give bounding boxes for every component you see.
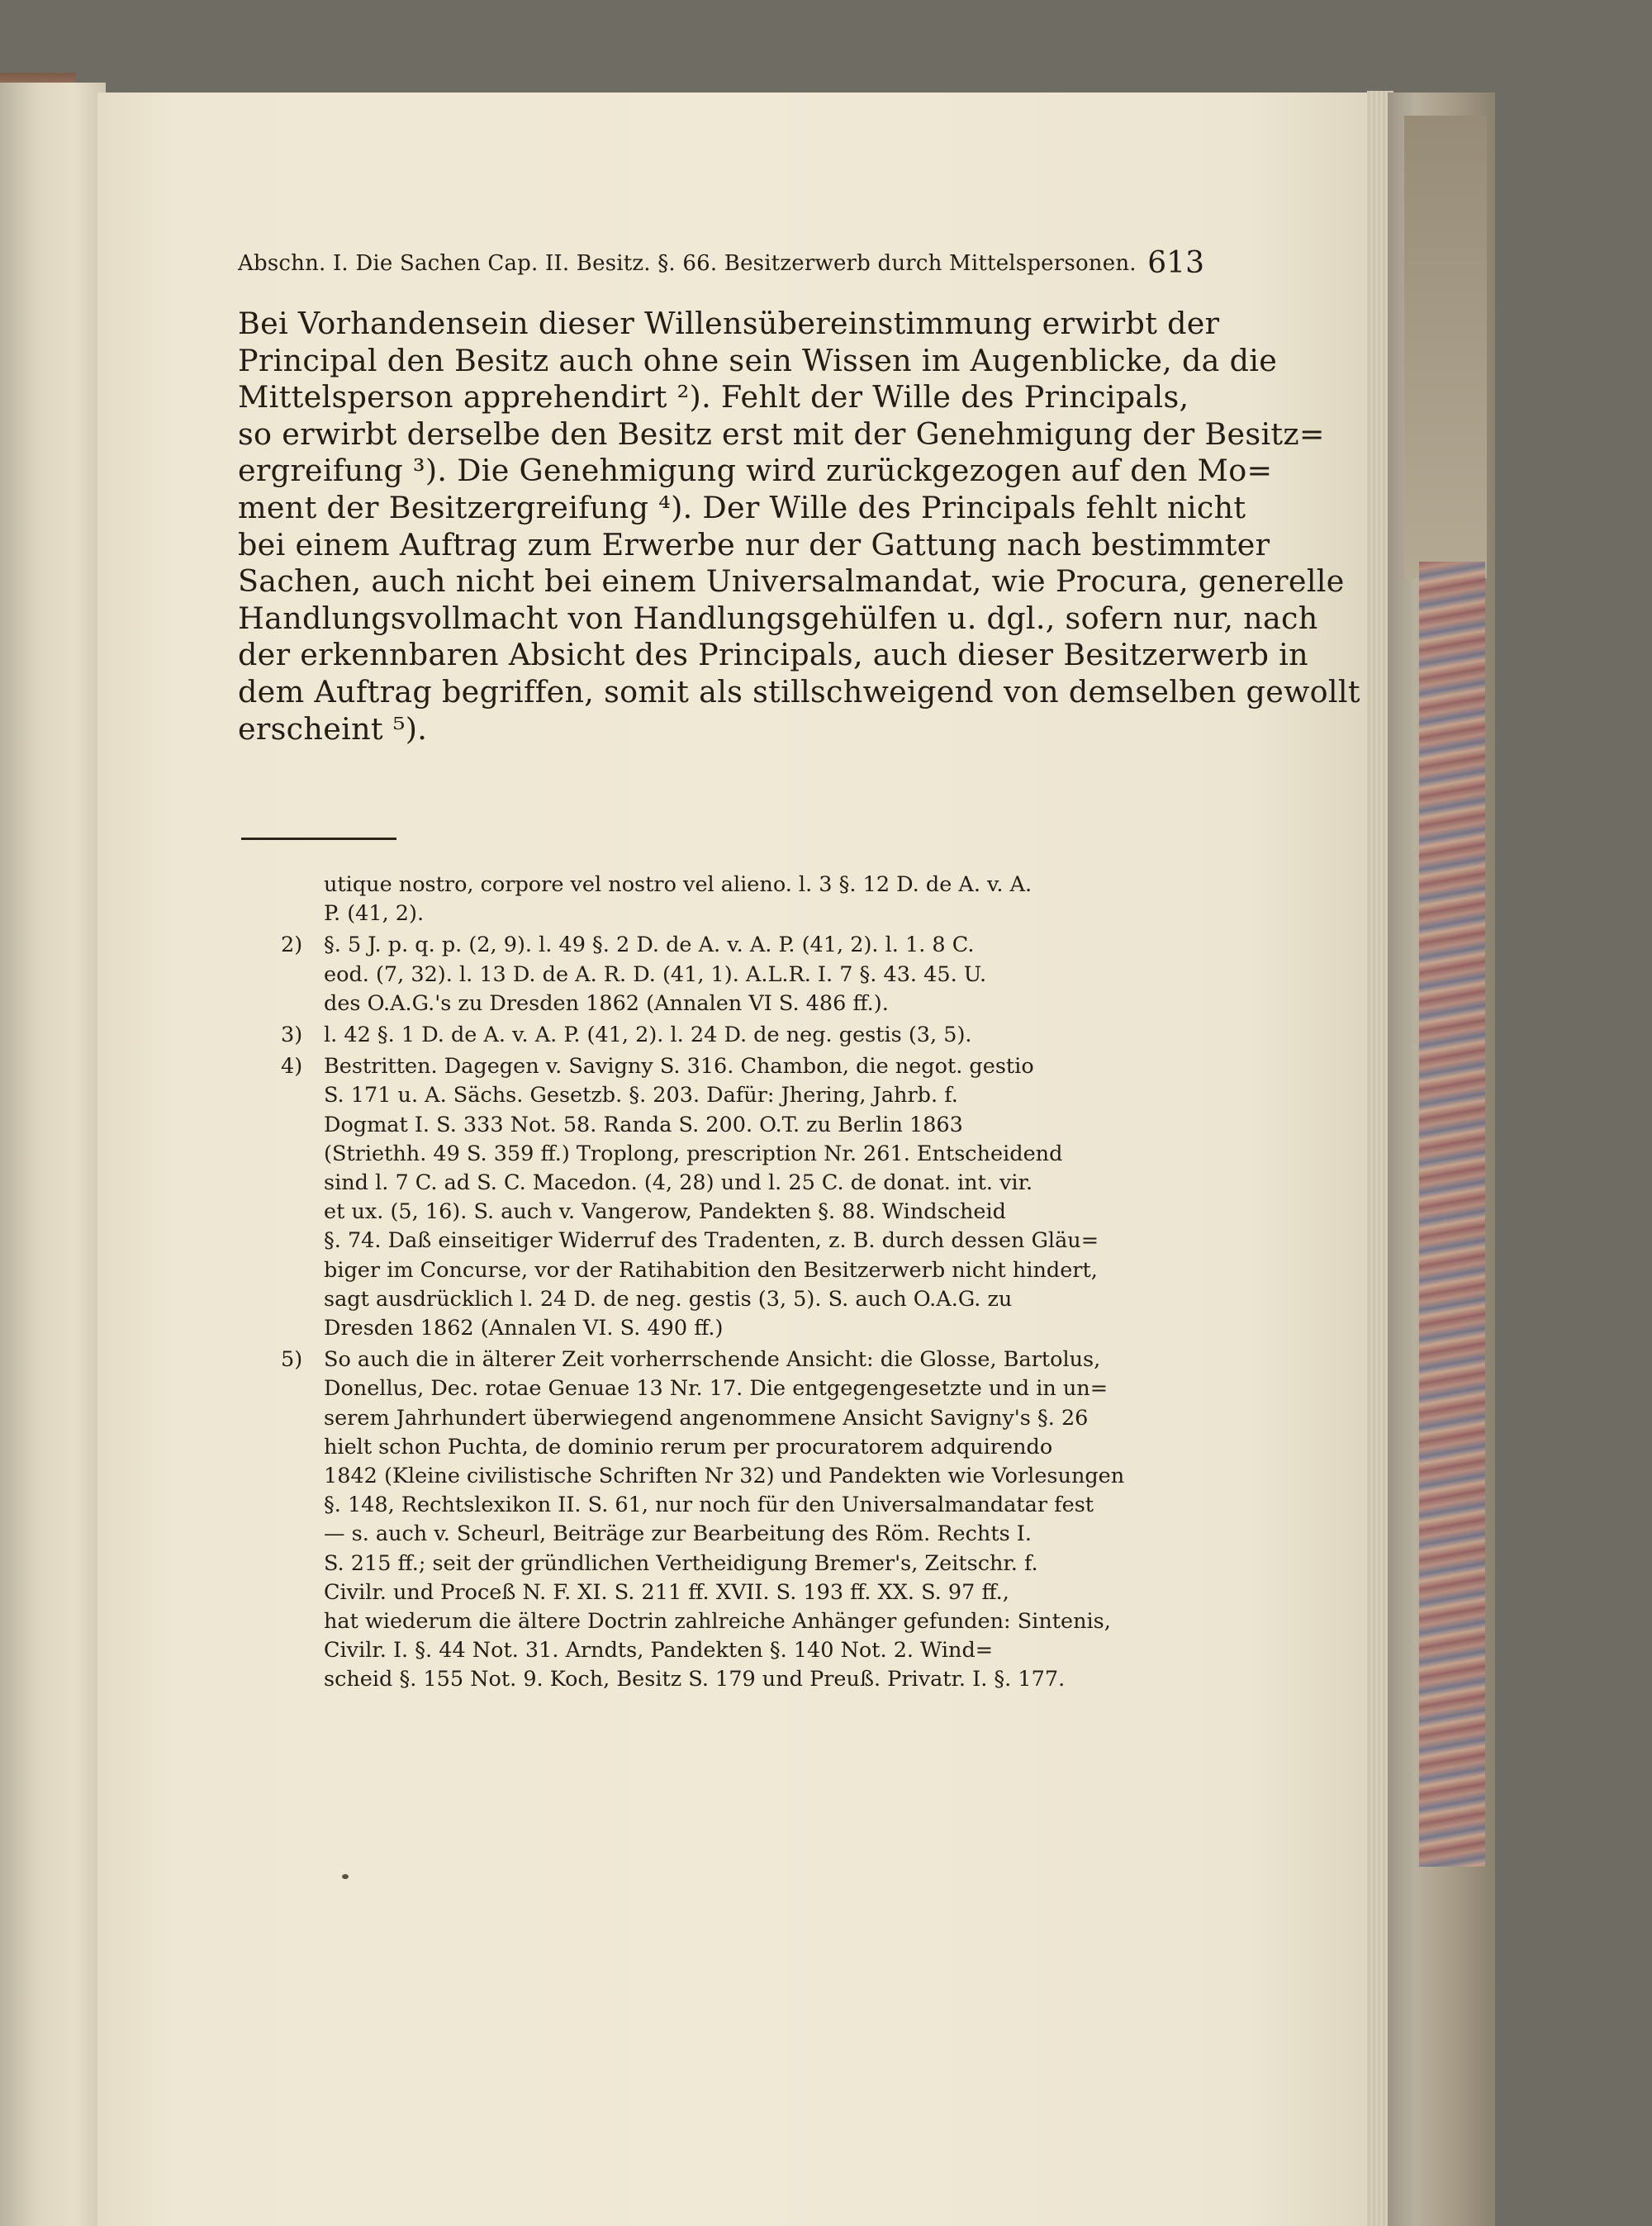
footnote-line: scheid §. 155 Not. 9. Koch, Besitz S. 179 und Preuß. Privatr. I. §. 177. bbox=[324, 1667, 1066, 1692]
body-line: Mittelsperson apprehendirt ²). Fehlt der Wille des Principals, bbox=[238, 379, 1189, 415]
footnote-line: 2) §. 5 J. p. q. p. (2, 9). l. 49 §. 2 D. de A. v. A. P. (41, 2). l. 1. 8 C. bbox=[281, 931, 1210, 960]
footnote-marker: 4) bbox=[281, 1054, 303, 1080]
body-line: Bei Vorhandensein dieser Willensübereinstimmung erwirbt der bbox=[238, 306, 1220, 341]
footnote-2 bbox=[281, 931, 1210, 1018]
footnote-line: 1842 (Kleine civilistische Schriften Nr 32) und Pandekten wie Vorlesungen bbox=[324, 1464, 1125, 1489]
body-line: dem Auftrag begriffen, somit als stillschweigend von demselben gewollt bbox=[238, 673, 1360, 710]
running-head: Abschn. I. Die Sachen Cap. II. Besitz. §. 66. Besitzerwerb durch Mittelspersonen. bbox=[238, 251, 1137, 276]
footnote-line: Civilr. I. §. 44 Not. 31. Arndts, Pandekten §. 140 Not. 2. Wind= bbox=[324, 1638, 994, 1664]
page-number: 613 bbox=[1147, 246, 1204, 280]
footnote-line: serem Jahrhundert überwiegend angenommene Ansicht Savigny's §. 26 bbox=[324, 1405, 1089, 1431]
footnote-3 bbox=[281, 1021, 1210, 1050]
body-line: ergreifung ³). Die Genehmigung wird zurückgezogen auf den Mo= bbox=[238, 453, 1273, 489]
footnote-line: Dresden 1862 (Annalen VI. S. 490 ff.) bbox=[324, 1316, 724, 1341]
footnote-line: hat wiederum die ältere Doctrin zahlreiche Anhänger gefunden: Sintenis, bbox=[324, 1609, 1111, 1635]
main-paragraph bbox=[238, 306, 1360, 748]
footnote-line: Civilr. und Proceß N. F. XI. S. 211 ff. XVII. S. 193 ff. XX. S. 97 ff., bbox=[324, 1579, 1009, 1605]
footnote-continued bbox=[281, 871, 1210, 928]
footnote-separator bbox=[241, 838, 396, 840]
marbled-edge bbox=[1419, 562, 1485, 1867]
left-page-edge bbox=[0, 83, 106, 2226]
footnote-line: biger im Concurse, vor der Ratihabition den Besitzerwerb nicht hindert, bbox=[324, 1257, 1098, 1283]
footnote-line: et ux. (5, 16). S. auch v. Vangerow, Pandekten §. 88. Windscheid bbox=[324, 1199, 1006, 1225]
footnote-line: §. 148, Rechtslexikon II. S. 61, nur noch für den Universalmandatar fest bbox=[324, 1493, 1094, 1518]
footnote-line: hielt schon Puchta, de dominio rerum per procuratorem adquirendo bbox=[324, 1434, 1053, 1459]
body-line: bei einem Auftrag zum Erwerbe nur der Gattung nach bestimmter bbox=[238, 526, 1270, 562]
body-line: Principal den Besitz auch ohne sein Wissen im Augenblicke, da die bbox=[238, 342, 1278, 378]
body-line: erscheint ⁵). bbox=[238, 710, 428, 747]
footnote-line: utique nostro, corpore vel nostro vel alieno. l. 3 §. 12 D. de A. v. A. bbox=[324, 872, 1032, 897]
footnote-line: des O.A.G.'s zu Dresden 1862 (Annalen VI S. 486 ff.). bbox=[324, 990, 889, 1016]
cover-spine-band bbox=[1404, 116, 1487, 578]
footnotes bbox=[281, 871, 1210, 1695]
footnote-line: §. 74. Daß einseitiger Widerruf des Tradenten, z. B. durch dessen Gläu= bbox=[324, 1228, 1099, 1254]
page-header bbox=[238, 246, 1204, 287]
footnote-line: — s. auch v. Scheurl, Beiträge zur Bearbeitung des Röm. Rechts I. bbox=[324, 1521, 1032, 1547]
footnote-line: P. (41, 2). bbox=[324, 901, 425, 927]
footnote-4 bbox=[281, 1052, 1210, 1343]
body-line: ment der Besitzergreifung ⁴). Der Wille des Principals fehlt nicht bbox=[238, 489, 1246, 525]
footnote-line: eod. (7, 32). l. 13 D. de A. R. D. (41, 1). A.L.R. I. 7 §. 43. 45. U. bbox=[324, 961, 987, 987]
footnote-line: S. 215 ff.; seit der gründlichen Vertheidigung Bremer's, Zeitschr. f. bbox=[324, 1550, 1038, 1576]
body-line: der erkennbaren Absicht des Principals, auch dieser Besitzerwerb in bbox=[238, 637, 1308, 673]
footnote-marker: 2) bbox=[281, 933, 303, 958]
footnote-line: S. 171 u. A. Sächs. Gesetzb. §. 203. Dafür: Jhering, Jahrb. f. bbox=[324, 1083, 958, 1108]
footnote-line: 5) So auch die in älterer Zeit vorherrschende Ansicht: die Glosse, Bartolus, bbox=[281, 1346, 1210, 1374]
body-line: so erwirbt derselbe den Besitz erst mit der Genehmigung der Besitz= bbox=[238, 415, 1325, 452]
footnote-line: Dogmat I. S. 333 Not. 58. Randa S. 200. O.T. zu Berlin 1863 bbox=[324, 1112, 963, 1137]
footnote-line: 3) l. 42 §. 1 D. de A. v. A. P. (41, 2). l. 24 D. de neg. gestis (3, 5). bbox=[281, 1021, 1210, 1050]
footnote-marker: 5) bbox=[281, 1347, 303, 1373]
footnote-line: sagt ausdrücklich l. 24 D. de neg. gestis (3, 5). S. auch O.A.G. zu bbox=[324, 1286, 1013, 1312]
ink-spot bbox=[342, 1874, 349, 1879]
footnote-5 bbox=[281, 1346, 1210, 1694]
footnote-line: Donellus, Dec. rotae Genuae 13 Nr. 17. Die entgegengesetzte und in un= bbox=[324, 1376, 1108, 1402]
body-line: Handlungsvollmacht von Handlungsgehülfen u. dgl., sofern nur, nach bbox=[238, 600, 1318, 636]
footnote-line: sind l. 7 C. ad S. C. Macedon. (4, 28) und l. 25 C. de donat. int. vir. bbox=[324, 1170, 1033, 1196]
footnote-marker: 3) bbox=[281, 1023, 303, 1048]
footnote-line: (Striethh. 49 S. 359 ff.) Troplong, prescription Nr. 261. Entscheidend bbox=[324, 1141, 1063, 1166]
footnote-line: 4) Bestritten. Dagegen v. Savigny S. 316. Chambon, die negot. gestio bbox=[281, 1052, 1210, 1081]
body-line: Sachen, auch nicht bei einem Universalmandat, wie Procura, generelle bbox=[238, 563, 1345, 600]
